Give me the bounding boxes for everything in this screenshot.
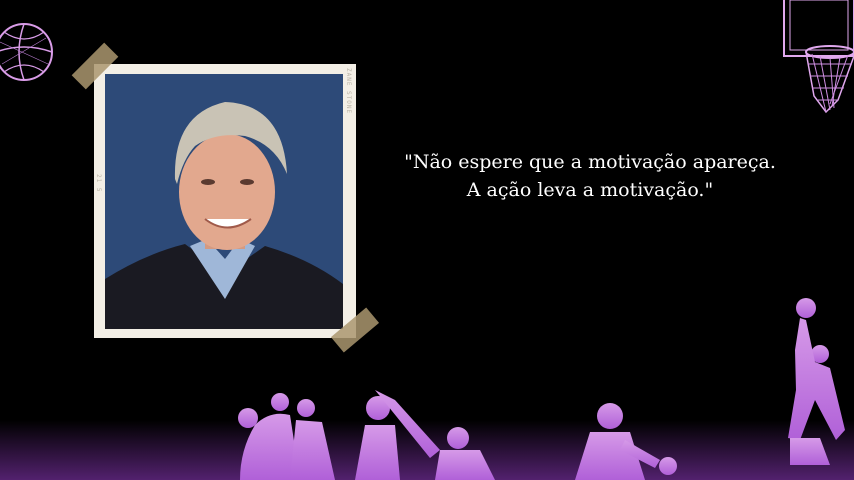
- quote-line-1: "Não espere que a motivação apareça.: [404, 151, 776, 173]
- frame-label-side: 21 5: [95, 174, 102, 193]
- player-silhouettes: [0, 290, 854, 480]
- basketball-hoop-icon: [780, 0, 854, 120]
- frame-label-top: ZANE STONE: [345, 68, 352, 115]
- quote-text: [370, 148, 810, 204]
- quote-line-2: A ação leva a motivação.": [466, 179, 714, 201]
- basketball-icon: [0, 12, 60, 92]
